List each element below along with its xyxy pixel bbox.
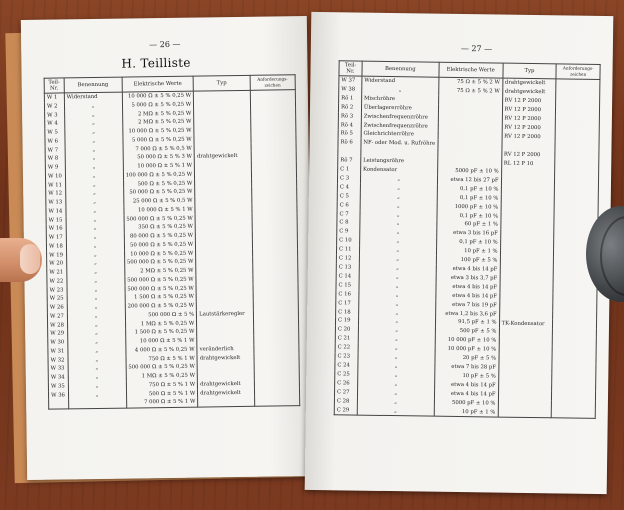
part-number: C 4 [337, 183, 360, 192]
designation: „ [67, 268, 125, 278]
electrical-value: etwa 3 bis 16 pF [436, 229, 500, 239]
electrical-value: 500 Ω ± 5 % 0,25 W [123, 179, 195, 189]
column-header: Benennung [362, 61, 439, 77]
electrical-value: 4 000 Ω ± 5 % 0,25 W [126, 345, 198, 355]
designation: „ [359, 246, 436, 256]
part-number: W 6 [45, 137, 65, 146]
designation: „ [68, 355, 126, 365]
designation: „ [68, 381, 126, 391]
part-number: W 11 [46, 181, 66, 190]
designation: NF- oder Mod. u. Rufröhre [361, 139, 438, 149]
electrical-value: 50 000 Ω ± 5 % 0,25 W [123, 188, 195, 198]
designation: „ [66, 241, 124, 251]
designation: „ [68, 346, 126, 356]
electrical-value: 7 000 Ω ± 5 % 0,5 W [123, 144, 195, 154]
part-number: W 15 [46, 216, 66, 225]
electrical-value: 1000 pF ± 10 % [437, 202, 501, 212]
electrical-value: 10 pF ± 1 % [434, 407, 498, 417]
designation: „ [358, 308, 435, 318]
type: TK-Kondensator [499, 319, 553, 329]
column-header: Benennung [64, 77, 122, 93]
designation: „ [66, 224, 124, 234]
column-header: Typ [503, 63, 557, 79]
part-number: W 17 [46, 233, 66, 242]
designation: „ [66, 206, 124, 216]
part-number: W 14 [46, 207, 66, 216]
designation: Widerstand [362, 76, 439, 86]
designation: „ [67, 311, 125, 321]
designation: „ [358, 326, 435, 336]
designation: „ [357, 406, 434, 416]
electrical-value: 10 pF ± 5 % [434, 372, 498, 382]
type [498, 408, 552, 418]
type: drahtgewickelt [198, 388, 255, 398]
designation: „ [68, 390, 126, 400]
designation: „ [360, 192, 437, 202]
part-number: C 28 [334, 397, 357, 406]
electrical-value: 10 000 Ω ± 5 % 0,25 W [124, 249, 196, 259]
parts-table-right [334, 60, 601, 419]
electrical-value: 60 pF ± 1 % [437, 220, 501, 230]
designation: „ [358, 317, 435, 327]
type: RV 12 P 2000 [501, 150, 555, 160]
type: RV 12 P 2000 [502, 96, 556, 106]
column-header: Anforderungs-zeichen [556, 64, 600, 80]
part-number: C 8 [337, 219, 360, 228]
part-number: C 22 [335, 343, 358, 352]
part-number [338, 148, 361, 157]
designation: „ [359, 290, 436, 300]
type: Lautstärkeregler [197, 310, 254, 320]
designation: „ [359, 255, 436, 265]
part-number: C 18 [336, 308, 359, 317]
designation: „ [360, 183, 437, 193]
electrical-value: 75 Ω ± 5 % 2 W [438, 87, 502, 97]
designation: „ [357, 397, 434, 407]
part-number [49, 400, 69, 410]
electrical-value: 0,1 pF ± 10 % [437, 211, 501, 221]
page-number-right: — 27 — [460, 44, 493, 54]
part-number: C 24 [335, 361, 358, 370]
electrical-value: etwa 4 bis 14 pF [434, 380, 498, 390]
requirement-mark [551, 409, 595, 419]
designation: „ [359, 299, 436, 309]
right-page [305, 12, 614, 494]
electrical-value: 2 MΩ ± 5 % 0,25 W [122, 109, 194, 119]
part-number: Rö 2 [338, 103, 361, 112]
part-number: C 25 [335, 370, 358, 379]
part-number: W 30 [48, 338, 68, 347]
designation: Zwischenfrequenzröhre [361, 112, 438, 122]
electrical-value: 2 MΩ ± 5 % 0,25 W [122, 118, 194, 128]
electrical-value: 750 Ω ± 5 % 1 W [126, 354, 198, 364]
electrical-value: 10 000 Ω ± 5 % 1 W [125, 337, 197, 347]
part-number: C 17 [336, 299, 359, 308]
designation: „ [65, 154, 123, 164]
column-header: Elektrische Werte [439, 62, 503, 78]
type: drahtgewickelt [198, 380, 255, 390]
part-number: C 23 [335, 352, 358, 361]
part-number: C 3 [337, 174, 360, 183]
type: drahtgewickelt [502, 87, 556, 97]
electrical-value: 750 Ω ± 5 % 1 W [126, 380, 198, 390]
electrical-value: 0,1 pF ± 10 % [437, 185, 501, 195]
designation: „ [67, 320, 125, 330]
part-number: C 29 [334, 406, 357, 416]
electrical-value: 500 Ω ± 5 % 1 W [126, 389, 198, 399]
designation: Zwischenfrequenzröhre [361, 121, 438, 131]
designation: „ [65, 136, 123, 146]
designation: „ [358, 344, 435, 354]
part-number: C 19 [335, 317, 358, 326]
type: RV 12 P 2000 [502, 105, 556, 115]
electrical-value: 5 000 Ω ± 5 % 0,25 W [123, 135, 195, 145]
designation: „ [65, 189, 123, 199]
part-number: C 12 [336, 254, 359, 263]
electrical-value: 100 pF ± 5 % [436, 256, 500, 266]
part-number: W 8 [45, 155, 65, 164]
part-number: W 19 [47, 251, 67, 260]
part-number: W 12 [46, 190, 66, 199]
part-number: C 10 [337, 237, 360, 246]
electrical-value: 500 pF ± 5 % [435, 327, 499, 337]
designation: „ [360, 210, 437, 220]
part-number: W 37 [339, 76, 362, 86]
part-number: W 26 [47, 303, 67, 312]
part-number: C 1 [338, 165, 361, 174]
type: RV 12 P 2000 [502, 123, 556, 133]
electrical-value: etwa 4 bis 14 pF [436, 283, 500, 293]
designation: „ [359, 237, 436, 247]
electrical-value: 10 000 pF ± 10 % [435, 345, 499, 355]
designation: „ [66, 198, 124, 208]
designation: „ [68, 364, 126, 374]
part-number: W 34 [48, 373, 68, 382]
part-number: W 33 [48, 365, 68, 374]
part-number: C 11 [336, 245, 359, 254]
electrical-value: etwa 7 bis 28 pF [435, 363, 499, 373]
electrical-value: 10 000 pF ± 10 % [435, 336, 499, 346]
designation: „ [358, 370, 435, 380]
designation: „ [359, 273, 436, 283]
part-number: W 36 [48, 391, 68, 400]
electrical-value: 1 MΩ ± 5 % 0,25 W [126, 372, 198, 382]
electrical-value: 1 500 Ω ± 5 % 0,25 W [125, 293, 197, 303]
electrical-value: 10 pF ± 1 % [436, 247, 500, 257]
designation: „ [360, 201, 437, 211]
designation: „ [360, 175, 437, 185]
electrical-value: 500 000 Ω ± 5 % 0,25 W [124, 214, 196, 224]
part-number: C 21 [335, 335, 358, 344]
electrical-value: 2 MΩ ± 5 % 0,25 W [125, 267, 197, 277]
designation: „ [67, 285, 125, 295]
type: RV 12 P 2000 [502, 132, 556, 142]
part-number: W 31 [48, 347, 68, 356]
part-number: C 27 [334, 388, 357, 397]
type: RV 12 P 2000 [502, 114, 556, 124]
electrical-value: etwa 4 bis 14 pF [434, 389, 498, 399]
column-header: Typ [193, 75, 250, 91]
type [198, 397, 255, 407]
part-number: C 9 [337, 228, 360, 237]
electrical-value: etwa 7 bis 19 pF [435, 300, 499, 310]
part-number: C 5 [337, 192, 360, 201]
designation: „ [67, 329, 125, 339]
designation: Kondensator [360, 166, 437, 176]
electrical-value: 25 000 Ω ± 5 % 0,5 W [124, 197, 196, 207]
designation: Mischröhre [361, 94, 438, 104]
designation: „ [68, 338, 126, 348]
type: drahtgewickelt [502, 78, 556, 88]
page-number-left: — 26 — [149, 39, 181, 50]
part-number: C 16 [336, 290, 359, 299]
designation: Gleichrichterröhre [361, 130, 438, 140]
electrical-value: 100 000 Ω ± 5 % 0,25 W [123, 170, 195, 180]
type: veränderlich [197, 345, 254, 355]
part-number: W 16 [46, 225, 66, 234]
part-number: W 22 [47, 277, 67, 286]
designation: „ [359, 281, 436, 291]
electrical-value: 75 Ω ± 5 % 2 W [438, 77, 502, 87]
electrical-value: 50 000 Ω ± 5 % 0,25 W [124, 240, 196, 250]
part-number: C 14 [336, 272, 359, 281]
part-number: W 18 [46, 242, 66, 251]
electrical-value: 91,5 pF ± 1 % [435, 318, 499, 328]
electrical-value: 0,1 pF ± 10 % [437, 193, 501, 203]
electrical-value: 500 000 Ω ± 5 % 0,25 W [124, 258, 196, 268]
electrical-value: 10 000 Ω ± 5 % 0,25 W [123, 127, 195, 137]
part-number: W 20 [47, 260, 67, 269]
type: drahtgewickelt [197, 353, 254, 363]
part-number: W 9 [45, 163, 65, 172]
electrical-value: etwa 4 bis 14 pF [436, 291, 500, 301]
designation: Leistungsröhre [361, 157, 438, 167]
designation: „ [66, 233, 124, 243]
column-header: Teil-Nr. [339, 61, 362, 76]
electrical-value: 500 000 Ω ± 5 % [125, 310, 197, 320]
designation: „ [360, 219, 437, 229]
part-number: Rö 3 [338, 112, 361, 121]
part-number: Rö 6 [338, 139, 361, 148]
part-number: W 28 [48, 321, 68, 330]
part-number: W 23 [47, 286, 67, 295]
designation: „ [66, 259, 124, 269]
part-number: C 26 [335, 379, 358, 388]
electrical-value: 10 000 Ω ± 5 % 1 W [123, 162, 195, 172]
part-number: W 32 [48, 356, 68, 365]
electrical-value: etwa 4 bis 14 pF [436, 265, 500, 275]
part-number: W 4 [45, 120, 65, 129]
designation: „ [359, 264, 436, 274]
electrical-value: 50 000 Ω ± 5 % 3 W [123, 153, 195, 163]
electrical-value: 80 000 Ω ± 5 % 0,25 W [124, 232, 196, 242]
electrical-value: 350 Ω ± 5 % 0,25 W [124, 223, 196, 233]
part-number: Rö 4 [338, 121, 361, 130]
part-number: C 7 [337, 210, 360, 219]
section-title: H. Teilliste [121, 55, 191, 71]
designation: „ [65, 180, 123, 190]
designation: Überlagererröhre [361, 103, 438, 113]
part-number: C 15 [336, 281, 359, 290]
part-number: W 10 [45, 172, 65, 181]
designation: „ [357, 388, 434, 398]
part-number: W 38 [339, 85, 362, 94]
electrical-value: 5000 pF ± 10 % [434, 398, 498, 408]
designation: „ [66, 250, 124, 260]
designation: „ [64, 119, 122, 129]
designation: „ [64, 101, 122, 111]
designation: „ [65, 163, 123, 173]
electrical-value: 1 MΩ ± 5 % 0,25 W [125, 319, 197, 329]
part-number: C 13 [336, 263, 359, 272]
part-number: W 21 [47, 268, 67, 277]
requirement-mark [254, 396, 299, 406]
part-number: C 6 [337, 201, 360, 210]
part-number: W 1 [44, 93, 64, 103]
designation: Widerstand [64, 92, 122, 102]
designation: „ [65, 171, 123, 181]
part-number: W 13 [46, 198, 66, 207]
electrical-value: 5000 pF ± 10 % [437, 167, 501, 177]
electrical-value: 1 500 Ω ± 5 % 0,25 W [125, 328, 197, 338]
electrical-value: 0,1 pF ± 10 % [436, 238, 500, 248]
part-number: W 7 [45, 146, 65, 155]
part-number: W 27 [47, 312, 67, 321]
designation: „ [67, 276, 125, 286]
designation: „ [362, 86, 439, 96]
designation [68, 399, 126, 409]
part-number: W 25 [47, 295, 67, 304]
electrical-value: 500 000 Ω ± 5 % 0,25 W [125, 284, 197, 294]
designation: „ [64, 110, 122, 120]
part-number: W 5 [45, 128, 65, 137]
column-header: Anforderungs-zeichen [250, 75, 296, 91]
electrical-value: etwa 12 bis 27 pF [437, 176, 501, 186]
designation: „ [67, 294, 125, 304]
designation: „ [65, 145, 123, 155]
type: drahtgewickelt [194, 152, 251, 162]
electrical-value: 5 000 Ω ± 5 % 0,25 W [122, 100, 194, 110]
electrical-value: etwa 1,2 bis 3,6 pF [435, 309, 499, 319]
designation: „ [65, 128, 123, 138]
electrical-value: 7 000 Ω ± 5 % 1 W [126, 398, 198, 408]
parts-table-left [44, 74, 301, 409]
part-number: W 29 [48, 330, 68, 339]
designation: „ [67, 303, 125, 313]
designation: „ [357, 379, 434, 389]
part-number: C 20 [335, 326, 358, 335]
left-page [21, 16, 313, 480]
electrical-value: 500 000 Ω ± 5 % 0,25 W [126, 363, 198, 373]
electrical-value: 10 000 Ω ± 5 % 1 W [124, 205, 196, 215]
designation: „ [66, 215, 124, 225]
designation: „ [358, 362, 435, 372]
designation: „ [360, 228, 437, 238]
part-number: Rö 1 [339, 94, 362, 103]
electrical-value: 20 pF ± 5 % [435, 354, 499, 364]
part-number: Rö 7 [338, 156, 361, 165]
electrical-value: 10 000 Ω ± 5 % 0,25 W [122, 91, 194, 101]
column-header: Teil-Nr. [44, 78, 64, 93]
column-header: Elektrische Werte [122, 76, 194, 92]
part-number: W 2 [44, 102, 64, 111]
part-number: W 35 [48, 382, 68, 391]
electrical-value: 200 000 Ω ± 5 % 0,25 W [125, 302, 197, 312]
thumbnail [20, 244, 40, 274]
electrical-value: etwa 3 bis 3,7 pF [436, 274, 500, 284]
designation: „ [68, 373, 126, 383]
type: RL 12 P 10 [501, 159, 555, 169]
electrical-value: 500 000 Ω ± 5 % 0,25 W [125, 275, 197, 285]
designation: „ [358, 353, 435, 363]
designation: „ [358, 335, 435, 345]
part-number: Rö 5 [338, 130, 361, 139]
part-number: W 3 [45, 111, 65, 120]
